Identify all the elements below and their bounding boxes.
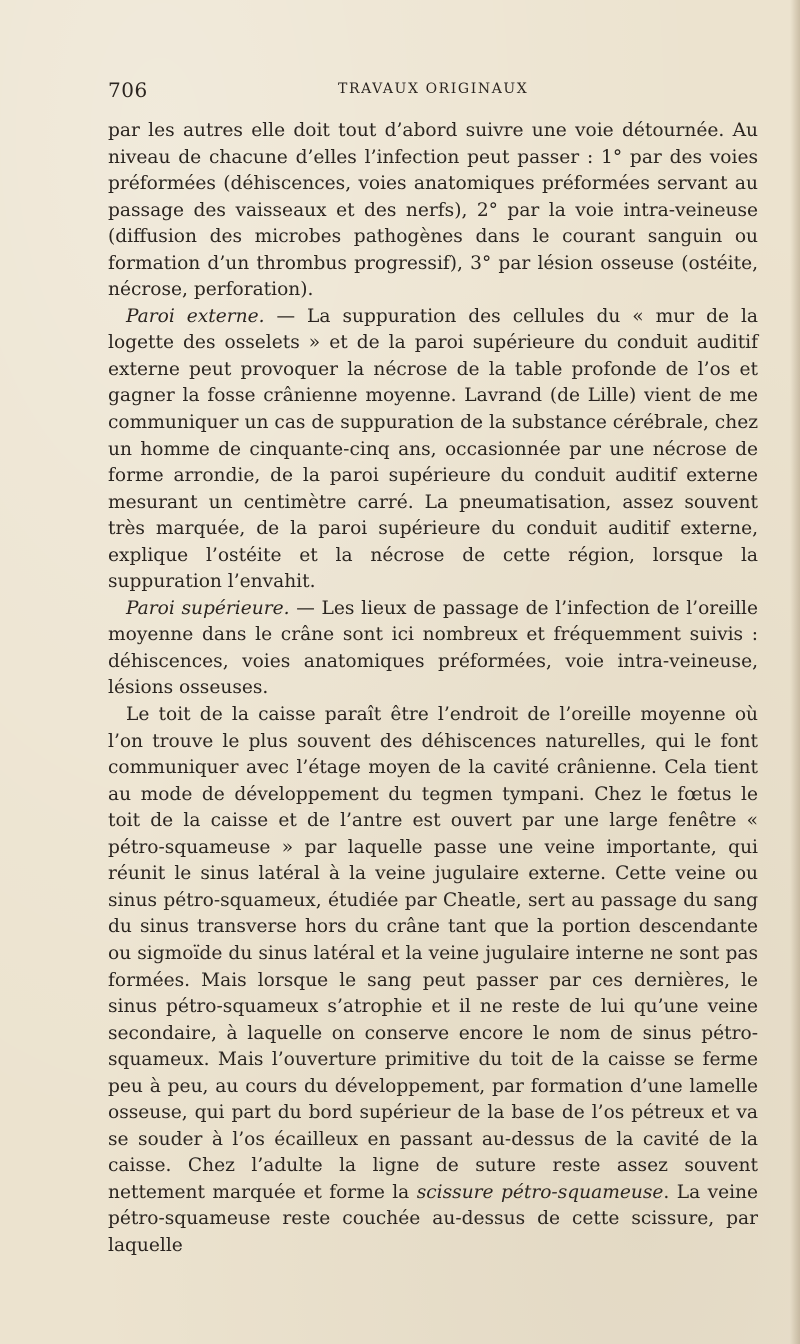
page-number: 706: [108, 78, 148, 102]
paragraph-1: [108, 118, 758, 304]
paragraph-1-text: par les autres elle doit tout d’abord suivre une voie détournée. Au niveau de chacune d’elles l’infection peut passer : 1° par des voies préformées (déhiscences, voies anatomiques préformées servant au passage des vaisseaux et des nerfs), 2° par la voie intra-veineuse (diffusion des microbes pathogènes dans le courant sanguin ou formation d’un thrombus progressif), 3° par lésion osseuse (ostéite, nécrose, perforation).: [108, 120, 758, 301]
paragraph-toit-caisse: [108, 702, 758, 1259]
scissure-term: scissure pétro-squameuse: [416, 1181, 664, 1203]
paragraph-toit-caisse-text-b: . La veine pétro-squameuse reste couchée au-dessus de cette scissure, par laquelle: [108, 1181, 759, 1256]
paragraph-paroi-externe-text: — La suppuration des cellules du « mur de la logette des osselets » et de la paroi supérieure du conduit auditif externe peut provoquer la nécrose de la table profonde de l’os et gagner la fosse crânienne moyenne. Lavrand (de Lille) vient de me communiquer un cas de suppuration de la substance cérébrale, chez un homme de cinquante-cinq ans, occasionnée par une nécrose de forme arrondie, de la paroi supérieure du conduit auditif externe mesurant un centimètre carré. La pneumatisation, assez souvent très marquée, de la paroi supérieure du conduit auditif externe, explique l’ostéite et la nécrose de cette région, lorsque la suppuration l’envahit.: [108, 305, 759, 593]
subheading-paroi-superieure: Paroi supérieure.: [126, 597, 290, 619]
paragraph-paroi-externe: [108, 304, 758, 596]
paragraph-paroi-superieure: [108, 596, 758, 702]
paragraph-paroi-superieure-text: — Les lieux de passage de l’infection de l’oreille moyenne dans le crâne sont ici nombreux et fréquemment suivis : déhiscences, voies anatomiques préformées, voie intra-veineuse, lésions osseuses.: [108, 597, 758, 699]
body-text: [108, 118, 758, 1260]
running-head: TRAVAUX ORIGINAUX: [338, 81, 529, 97]
subheading-paroi-externe: Paroi externe.: [126, 305, 265, 327]
paragraph-toit-caisse-text-a: Le toit de la caisse paraît être l’endroit de l’oreille moyenne où l’on trouve le plus souvent des déhiscences naturelles, qui le font communiquer avec l’étage moyen de la cavité crânienne. Cela tient au mode de développement du tegmen tympani. Chez le fœtus le toit de la caisse et de l’antre est ouvert par une large fenêtre « pétro-squameuse » par laquelle passe une veine importante, qui réunit le sinus latéral à la veine jugulaire externe. Cette veine ou sinus pétro-squameux, étudiée par Cheatle, sert au passage du sang du sinus transverse hors du crâne tant que la portion descendante ou sigmoïde du sinus latéral et la veine jugulaire interne ne sont pas formées. Mais lorsque le sang peut passer par ces dernières, le sinus pétro-squameux s’atrophie et il ne reste de lui qu’une veine secondaire, à laquelle on conserve encore le nom de sinus pétro-squameux. Mais l’ouverture primitive du toit de la caisse se ferme peu à peu, au cours du développement, par formation d’une lamelle osseuse, qui part du bord supérieur de la base de l’os pétreux et va se souder à l’os écailleux en passant au-dessus de la cavité de la caisse. Chez l’adulte la ligne de suture reste assez souvent nettement marquée et forme la: [108, 704, 758, 1203]
page-edge-shadow: [790, 0, 800, 1344]
page-header: [108, 78, 758, 104]
